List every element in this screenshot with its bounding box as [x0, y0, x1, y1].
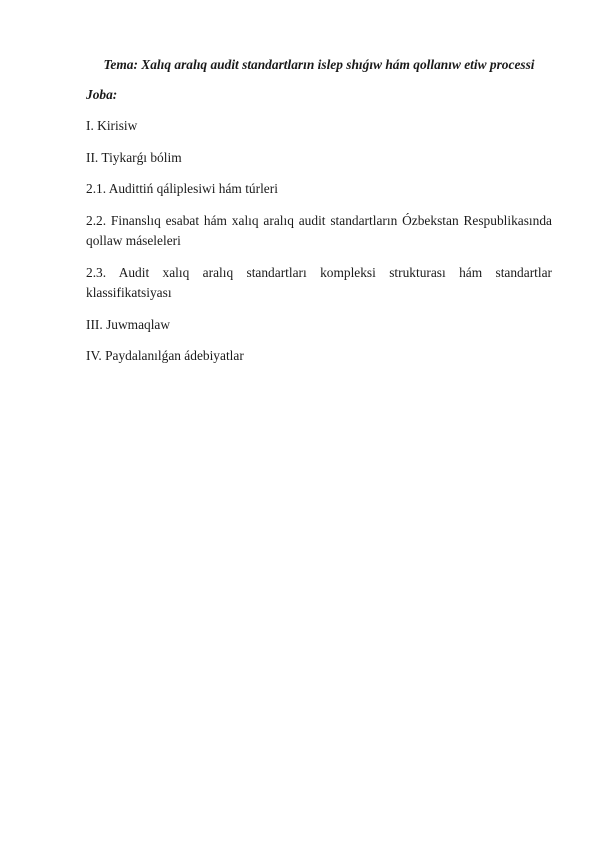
- toc-item-introduction: I. Kirisiw: [86, 118, 138, 133]
- toc-item-main-part: II. Tiykarǵı bólim: [86, 149, 182, 165]
- document-body: [86, 55, 552, 378]
- toc-item-references: IV. Paydalanılǵan ádebiyatlar: [86, 348, 244, 363]
- table-of-contents: [86, 116, 552, 367]
- toc-item-2-3: 2.3. Audit xalıq aralıq standartları kompleksi strukturası hám standartlar klassifikatsiyası: [86, 264, 552, 300]
- document-title: Tema: Xalıq aralıq audit standartların islep shıǵıw hám qollanıw etiw processi: [103, 57, 535, 72]
- toc-item-conclusion: III. Juwmaqlaw: [86, 316, 171, 332]
- toc-item-2-1: 2.1. Audittiń qáliplesiwi hám túrleri: [86, 181, 278, 196]
- plan-heading: Joba:: [86, 87, 118, 102]
- toc-item-2-2: 2.2. Finanslıq esabat hám xalıq aralıq audit standartların Ózbekstan Respublikasında qollaw máseleleri: [86, 212, 552, 248]
